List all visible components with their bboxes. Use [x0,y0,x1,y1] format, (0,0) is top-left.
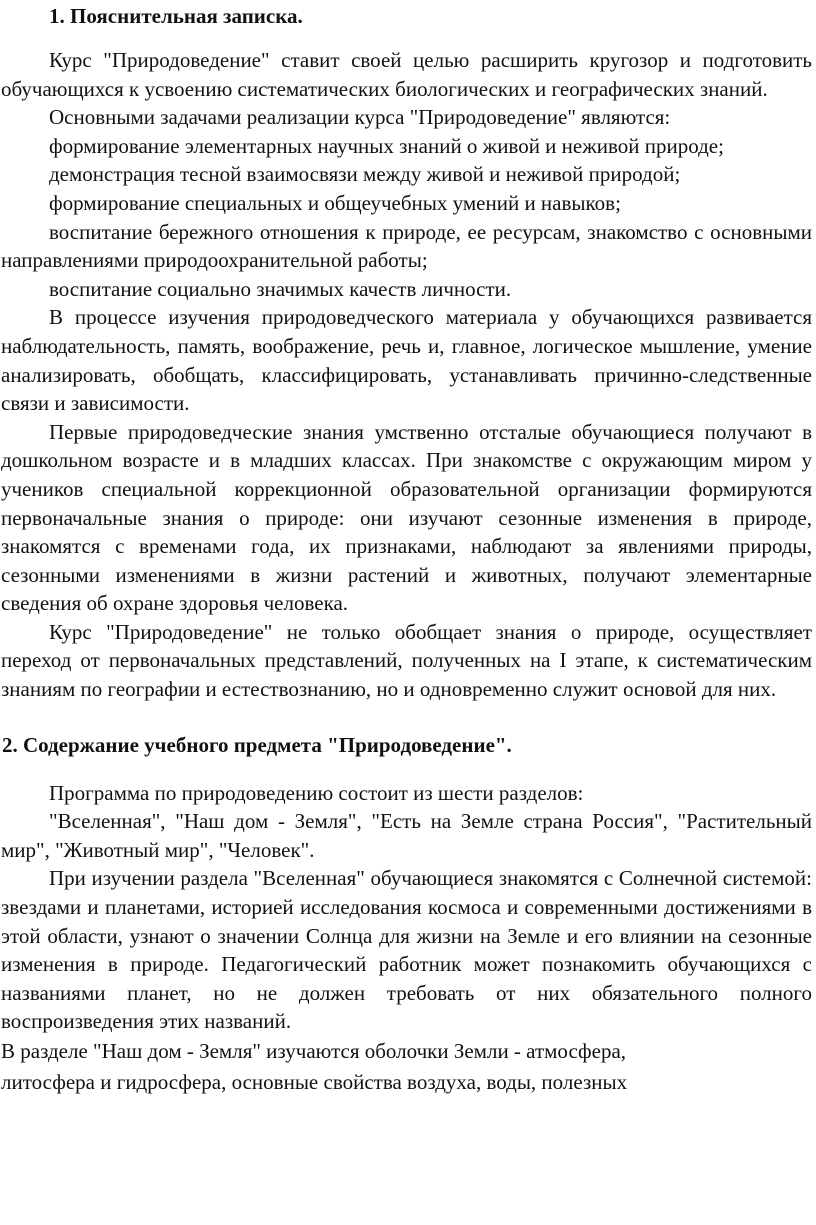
paragraph: В процессе изучения природоведческого материала у обучающихся развивается наблюдательность, память, воображение, речь и, главное, логическое мышление, умение анализировать, обобщать, классифицировать, устанавливать причинно-следственные связи и зависимости. [1,305,812,416]
list-item: формирование элементарных научных знаний о живой и неживой природе; [49,133,724,158]
list-item: воспитание социально значимых качеств личности. [49,276,512,301]
text-line: В разделе "Наш дом - Земля" изучаются оболочки Земли - атмосфера, [1,1039,627,1063]
text-line: литосфера и гидросфера, основные свойства воздуха, воды, полезных [1,1070,628,1094]
list-item: воспитание бережного отношения к природе, ее ресурсам, знакомство с основными направлениями природоохранительной работы; [1,219,812,273]
list-item: демонстрация тесной взаимосвязи между живой и неживой природой; [49,162,681,187]
paragraph: Программа по природоведению состоит из шести разделов: [49,780,584,805]
paragraph: При изучении раздела "Вселенная" обучающиеся знакомятся с Солнечной системой: звездами и планетами, историей исследования космоса и современными достижениями в этой области, узнают о значении Солнца для жизни на Земле и его влиянии на сезонные изменения в природе. Педагогический работник может познакомить обучающихся с названиями планет, но не должен требовать от них обязательного полного воспроизведения этих названий. [1,866,812,1034]
section-1-title: 1. Пояснительная записка. [49,4,303,28]
paragraph: "Вселенная", "Наш дом - Земля", "Есть на Земле страна Россия", "Растительный мир", "Животный мир", "Человек". [1,809,812,862]
paragraph: Основными задачами реализации курса "Природоведение" являются: [49,105,671,130]
paragraph: Курс "Природоведение" не только обобщает знания о природе, осуществляет переход от первоначальных представлений, полученных на I этапе, к систематическим знаниям по географии и естествознанию, но и одновременно служит основой для них. [1,619,812,702]
paragraph: Курс "Природоведение" ставит своей целью расширить кругозор и подготовить обучающихся к усвоению систематических биологических и географических знаний. [1,48,812,101]
section-2-title: 2. Содержание учебного предмета "Природоведение". [2,732,512,757]
list-item: формирование специальных и общеучебных умений и навыков; [49,190,621,215]
paragraph: Первые природоведческие знания умственно отсталые обучающиеся получают в дошкольном возрасте и в младших классах. При знакомстве с окружающим миром у учеников специальной коррекционной образовательной организации формируются первоначальные знания о природе: они изучают сезонные изменения в природе, знакомятся с временами года, их признаками, наблюдают за явлениями природы, сезонными изменениями в жизни растений и животных, получают элементарные сведения об охране здоровья человека. [1,419,812,616]
